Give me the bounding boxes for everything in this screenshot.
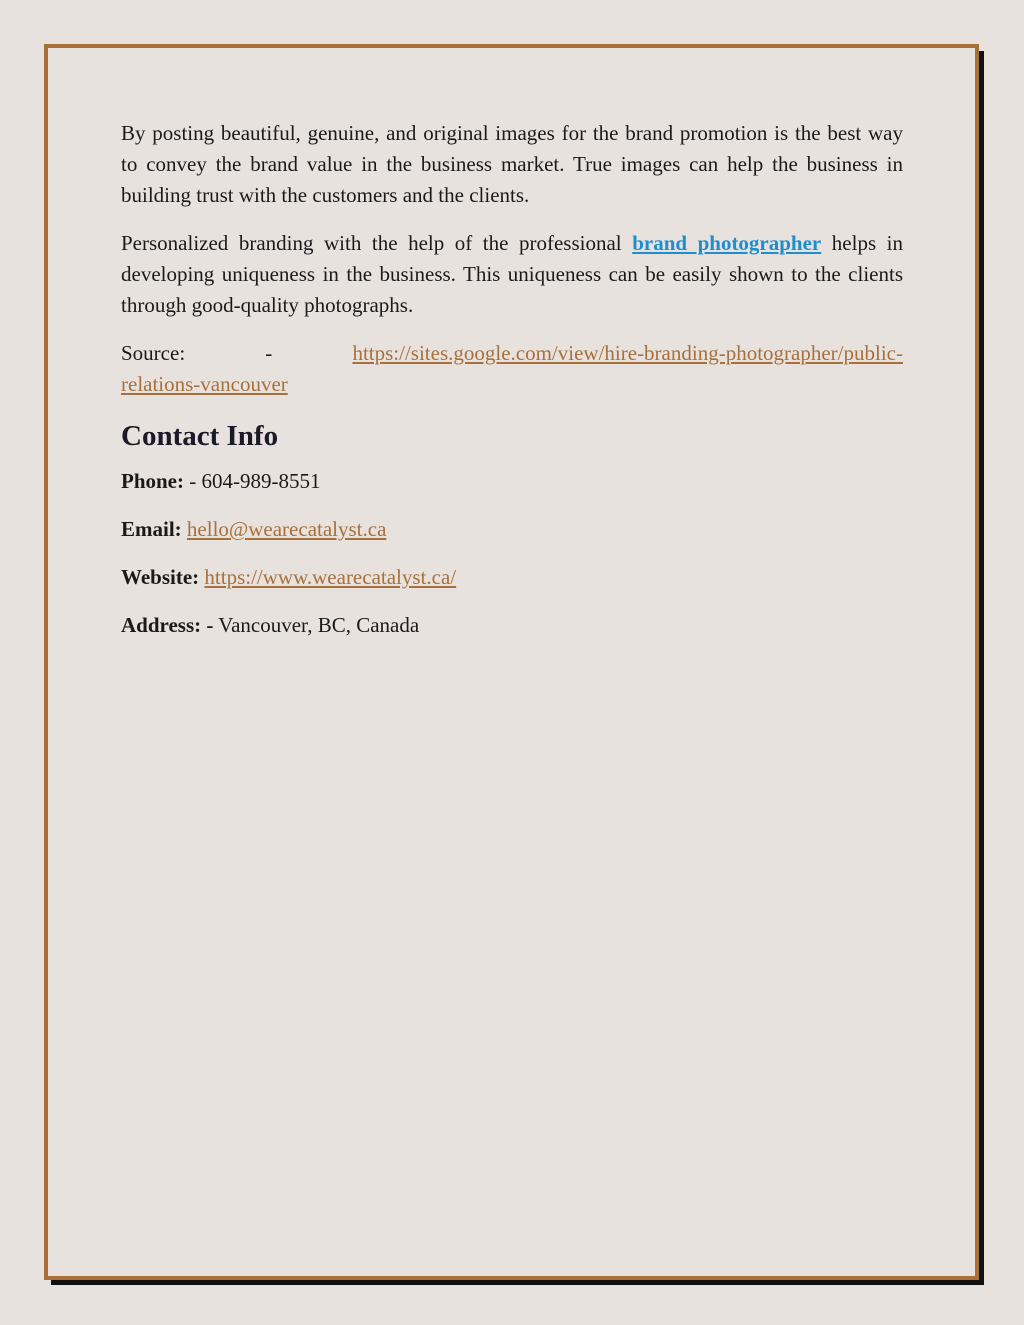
source-link-continued[interactable]: relations-vancouver [121, 372, 288, 396]
brand-photographer-link[interactable]: brand photographer [632, 231, 822, 255]
address-line [121, 610, 903, 641]
phone-value: - 604-989-8551 [184, 469, 321, 493]
email-line [121, 514, 903, 545]
email-label: Email: [121, 517, 182, 541]
address-label: Address: - [121, 613, 214, 637]
address-value: Vancouver, BC, Canada [213, 613, 420, 637]
phone-label: Phone: [121, 469, 184, 493]
source-line-continued [121, 369, 903, 400]
website-label: Website: [121, 565, 200, 589]
paragraph-intro: By posting beautiful, genuine, and original images for the brand promotion is the best way to convey the brand value in the business market. True images can help the business in building trust with the customers and the clients. [121, 121, 903, 207]
source-link[interactable]: https://sites.google.com/view/hire-branding-photographer/public- [352, 341, 903, 365]
paragraph-branding [121, 228, 903, 321]
phone-line [121, 466, 903, 497]
email-link[interactable]: hello@wearecatalyst.ca [186, 517, 387, 541]
website-line [121, 562, 903, 593]
source-label: Source: [121, 341, 186, 365]
website-link[interactable]: https://www.wearecatalyst.ca/ [204, 565, 457, 589]
paragraph-branding-start: Personalized branding with the help of the professional [121, 231, 633, 255]
contact-heading: Contact Info [121, 420, 279, 452]
paragraph-branding-end: helps in developing uniqueness in the business. This uniqueness can be easily shown to the clients through good-quality photographs. [121, 231, 904, 317]
source-line [121, 338, 903, 369]
document-content [121, 118, 903, 658]
source-dash: - [265, 341, 273, 365]
